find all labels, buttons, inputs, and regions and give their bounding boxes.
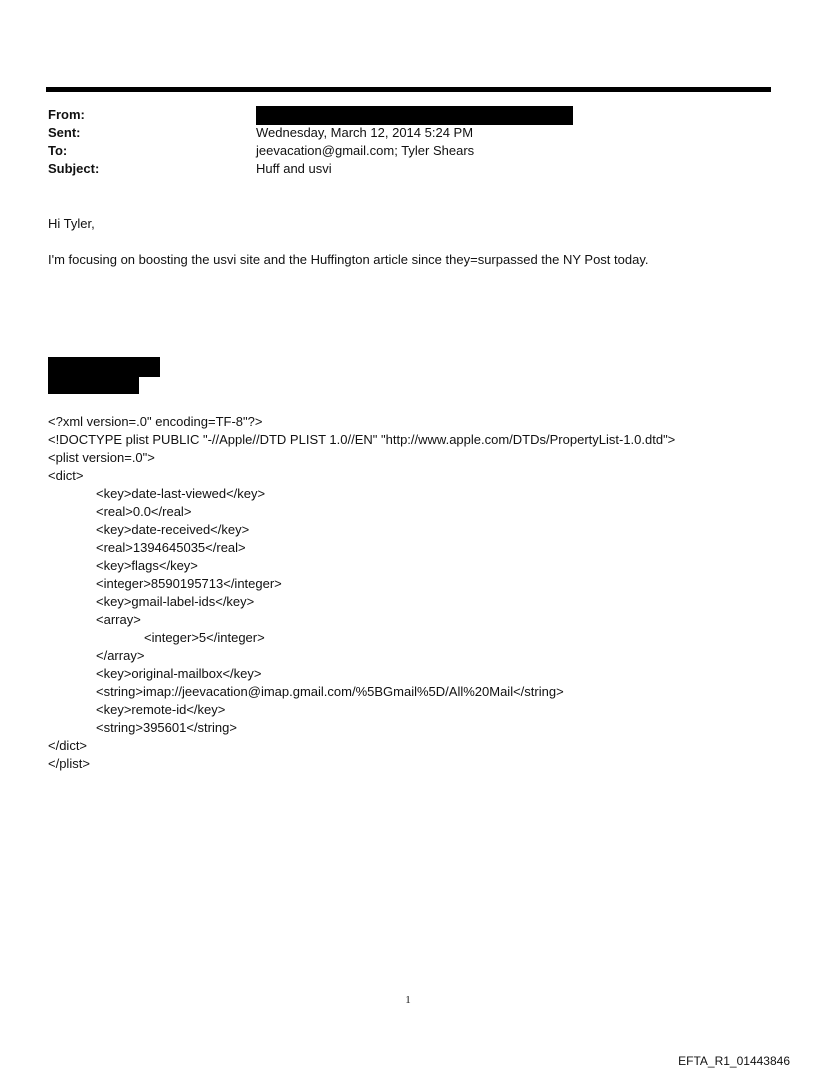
- page-number: 1: [405, 994, 411, 1006]
- xml-line: <integer>5</integer>: [144, 630, 265, 645]
- xml-line: </dict>: [48, 738, 88, 753]
- xml-line: <integer>8590195713</integer>: [96, 576, 282, 591]
- message-body: I'm focusing on boosting the usvi site and the Huffington article since they=surpassed the NY Post today.: [48, 252, 649, 267]
- to-value: jeevacation@gmail.com; Tyler Shears: [256, 143, 475, 158]
- xml-line: <array>: [96, 612, 141, 627]
- xml-line: <plist version=.0">: [48, 450, 155, 465]
- to-label: To:: [48, 143, 68, 158]
- sent-label: Sent:: [48, 125, 81, 140]
- xml-line: <key>date-received</key>: [96, 522, 250, 537]
- subject-label: Subject:: [48, 161, 100, 176]
- xml-line: <key>remote-id</key>: [96, 702, 226, 717]
- bates-number: EFTA_R1_01443846: [678, 1054, 790, 1068]
- xml-line: <key>flags</key>: [96, 558, 198, 573]
- plist-xml-block: [48, 413, 675, 773]
- xml-line: <?xml version=.0" encoding=TF-8"?>: [48, 414, 263, 429]
- xml-line: <key>original-mailbox</key>: [96, 666, 262, 681]
- xml-line: </plist>: [48, 756, 90, 771]
- xml-line: </array>: [96, 648, 145, 663]
- signature-redaction-lower: [48, 376, 139, 394]
- xml-line: <real>1394645035</real>: [96, 540, 246, 555]
- xml-line: <key>date-last-viewed</key>: [96, 486, 266, 501]
- xml-line: <string>imap://jeevacation@imap.gmail.com/%5BGmail%5D/All%20Mail</string>: [96, 684, 564, 699]
- subject-value: Huff and usvi: [256, 161, 332, 176]
- xml-line: <dict>: [48, 468, 84, 483]
- greeting: Hi Tyler,: [48, 216, 95, 231]
- from-label: From:: [48, 107, 85, 122]
- xml-line: <!DOCTYPE plist PUBLIC "-//Apple//DTD PLIST 1.0//EN" "http://www.apple.com/DTDs/PropertyList-1.0.dtd">: [48, 432, 676, 447]
- header-rule: [46, 87, 771, 92]
- xml-line: <key>gmail-label-ids</key>: [96, 594, 255, 609]
- xml-line: <real>0.0</real>: [96, 504, 192, 519]
- signature-redaction: [48, 357, 160, 377]
- from-redaction: [256, 106, 573, 125]
- xml-line: <string>395601</string>: [96, 720, 237, 735]
- sent-value: Wednesday, March 12, 2014 5:24 PM: [256, 125, 474, 140]
